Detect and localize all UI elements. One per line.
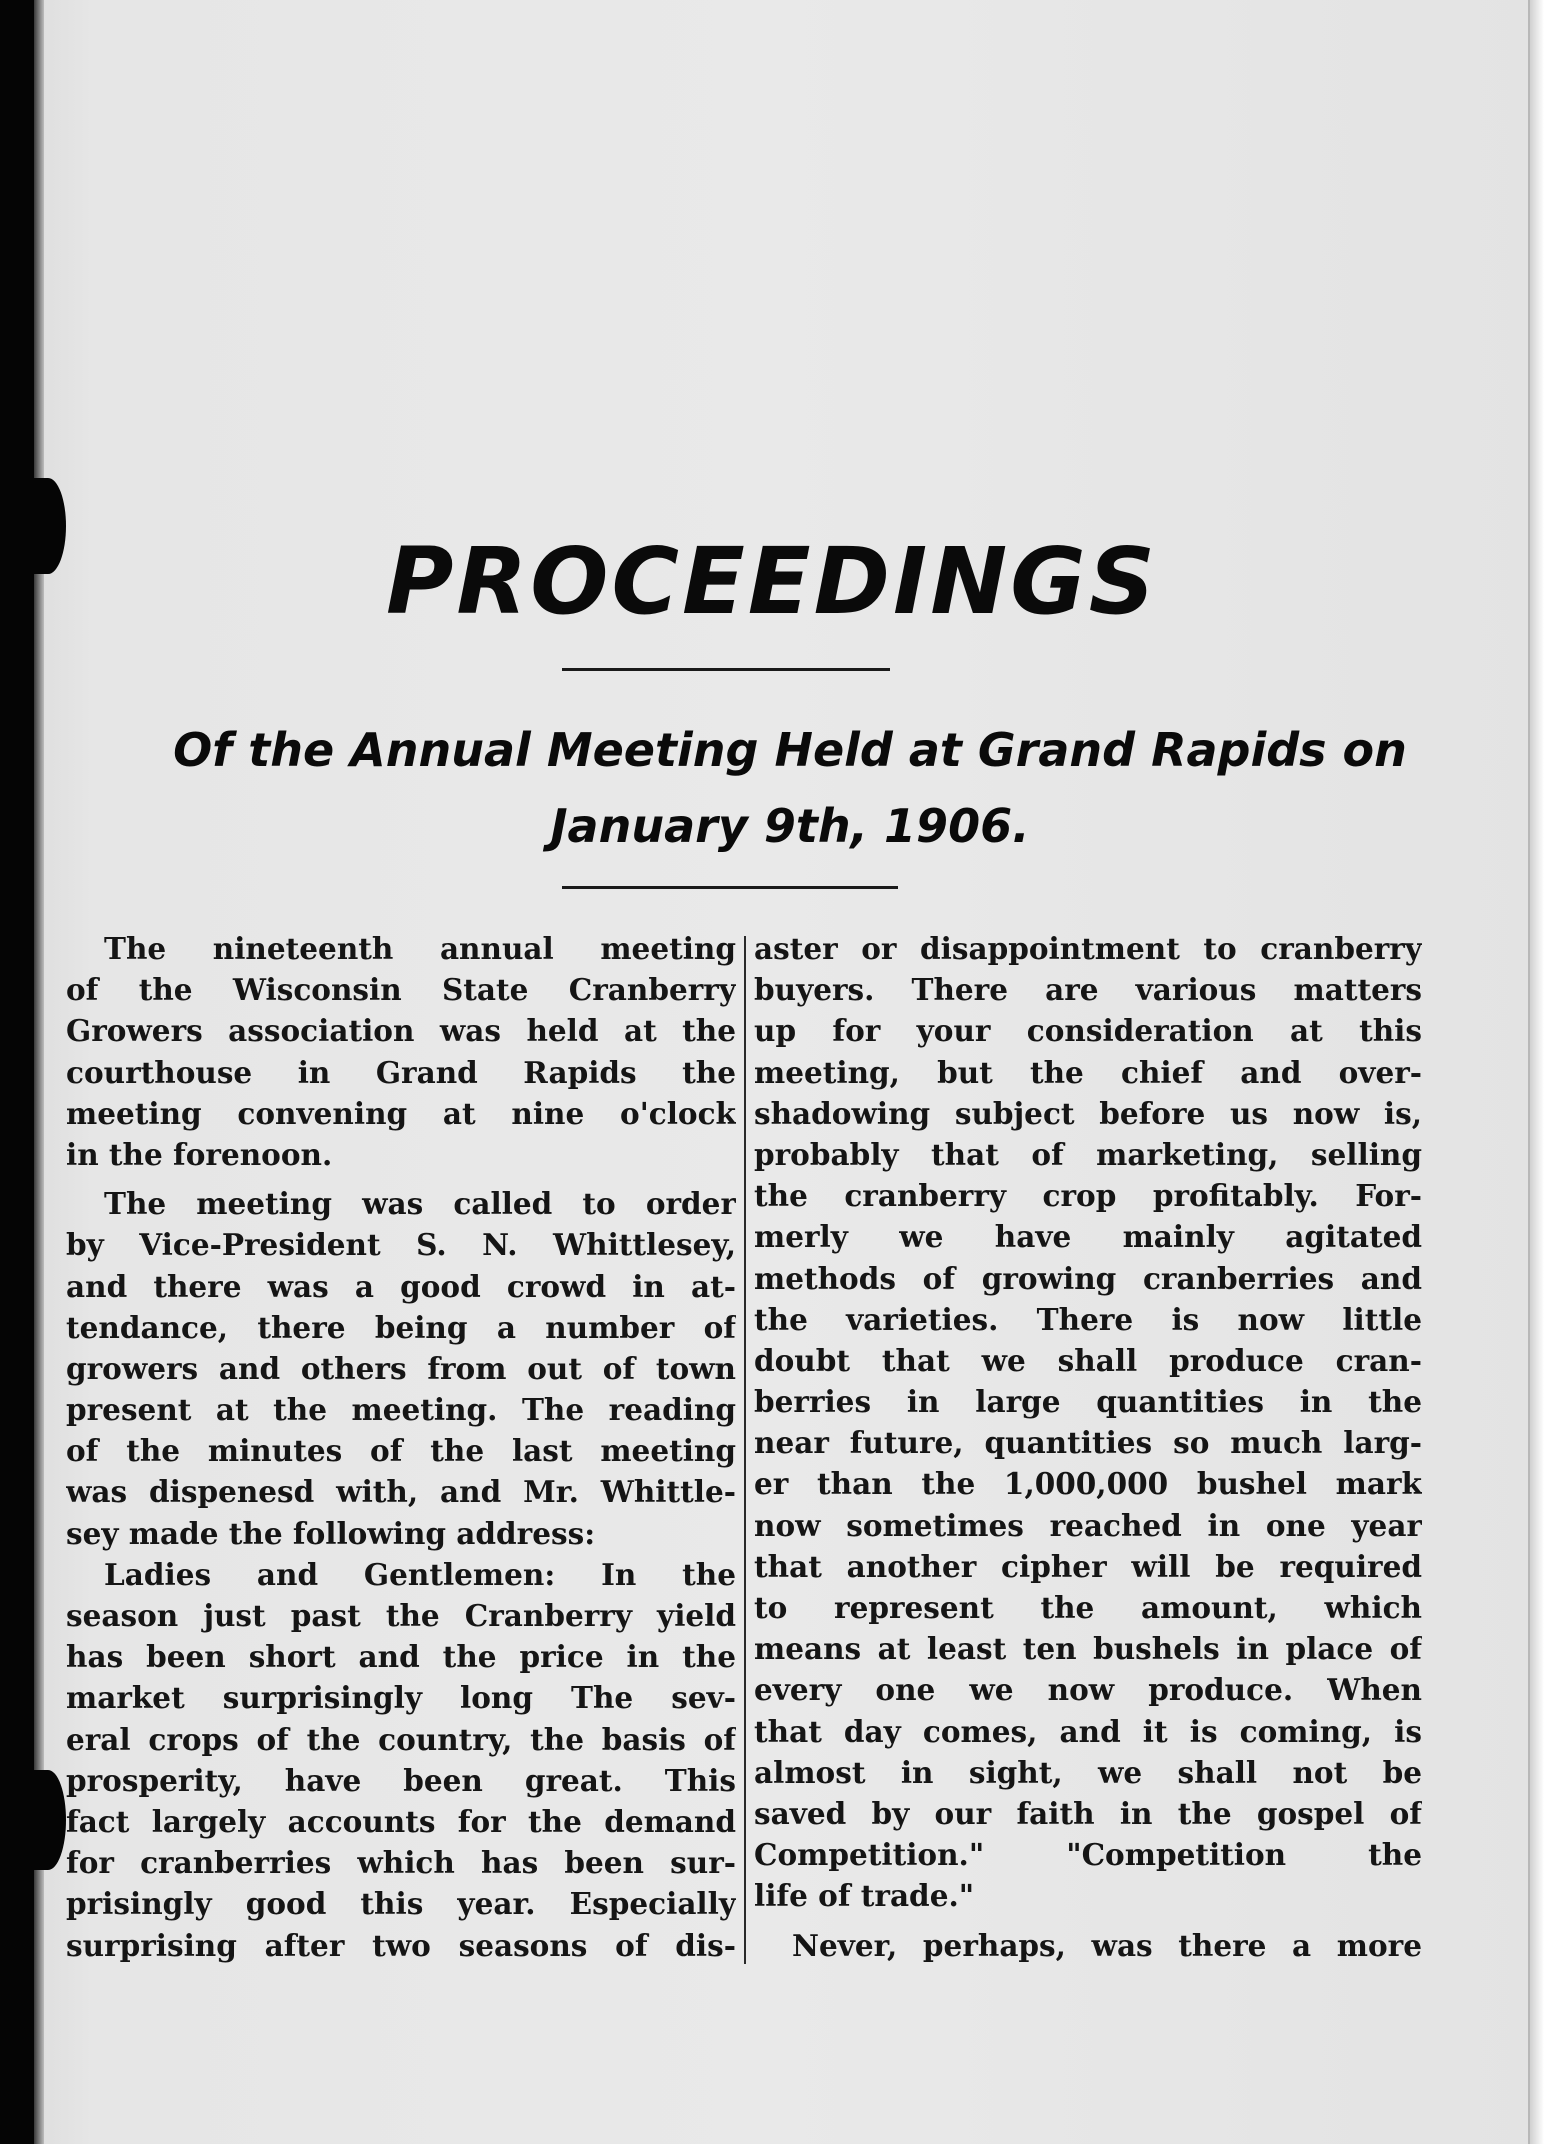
text-line: almost in sight, we shall not be [754, 1754, 1422, 1790]
text-line: eral crops of the country, the basis of [66, 1721, 736, 1757]
text-line: fact largely accounts for the demand [66, 1803, 736, 1839]
text-line: Growers association was held at the [66, 1013, 736, 1049]
text-line: probably that of marketing, selling [754, 1136, 1422, 1172]
text-line: means at least ten bushels in place of [754, 1631, 1422, 1667]
text-line: er than the 1,000,000 bushel mark [754, 1466, 1422, 1502]
left-column [66, 928, 736, 1966]
text-line: The meeting was called to order [104, 1186, 736, 1222]
text-line: in the forenoon. [66, 1136, 333, 1172]
text-line: market surprisingly long The sev- [66, 1680, 736, 1716]
text-line: Competition." "Competition the [754, 1837, 1422, 1873]
text-line: prosperity, have been great. This [66, 1762, 736, 1798]
page-title: PROCEEDINGS [385, 528, 1159, 635]
text-line: and there was a good crowd in at- [66, 1268, 736, 1304]
text-line: now sometimes reached in one year [754, 1507, 1422, 1543]
text-line: prisingly good this year. Especially [66, 1886, 736, 1922]
book-spine [0, 0, 34, 2144]
text-line: buyers. There are various matters [754, 972, 1422, 1008]
text-line: surprising after two seasons of dis- [66, 1927, 736, 1963]
text-line: has been short and the price in the [66, 1639, 736, 1675]
column-divider [744, 936, 746, 1964]
text-line: up for your consideration at this [754, 1013, 1422, 1049]
text-line: merly we have mainly agitated [754, 1219, 1422, 1255]
text-line: The nineteenth annual meeting [104, 931, 736, 966]
binding-hole-bottom [30, 1770, 66, 1870]
text-line: that day comes, and it is coming, is [754, 1713, 1422, 1749]
text-line: sey made the following address: [66, 1515, 596, 1551]
text-line: near future, quantities so much larg- [754, 1425, 1422, 1461]
text-line: tendance, there being a number of [66, 1309, 736, 1345]
text-line: that another cipher will be required [754, 1548, 1422, 1584]
text-line: the cranberry crop profitably. For- [754, 1178, 1422, 1214]
text-line: shadowing subject before us now is, [754, 1095, 1422, 1131]
text-line: by Vice-President S. N. Whittlesey, [66, 1227, 736, 1263]
text-line: was dispenesd with, and Mr. Whittle- [66, 1474, 736, 1510]
text-line: doubt that we shall produce cran- [754, 1342, 1422, 1378]
text-line: season just past the Cranberry yield [66, 1598, 736, 1633]
text-line: meeting, but the chief and over- [754, 1054, 1422, 1090]
text-line: saved by our faith in the gospel of [754, 1795, 1422, 1831]
subtitle [40, 712, 1540, 864]
text-line: aster or disappointment to cranberry [754, 931, 1422, 966]
text-line: life of trade." [754, 1878, 975, 1914]
text-line: of the Wisconsin State Cranberry [66, 972, 736, 1008]
title-rule [562, 668, 890, 671]
text-line: Ladies and Gentlemen: In the [104, 1556, 736, 1592]
text-line: growers and others from out of town [66, 1350, 736, 1386]
text-line: courthouse in Grand Rapids the [66, 1054, 736, 1090]
page-edge [1530, 0, 1544, 2144]
subtitle-line-1: Of the Annual Meeting Held at Grand Rapids on [173, 723, 1407, 777]
text-line: to represent the amount, which [754, 1590, 1422, 1625]
right-column [754, 928, 1422, 1966]
text-line: methods of growing cranberries and [754, 1260, 1422, 1296]
text-line: the varieties. There is now little [754, 1301, 1422, 1337]
text-line: of the minutes of the last meeting [66, 1433, 736, 1469]
text-line: present at the meeting. The reading [66, 1392, 736, 1428]
subtitle-rule [562, 886, 898, 889]
text-line: for cranberries which has been sur- [66, 1845, 736, 1881]
text-line: every one we now produce. When [754, 1672, 1422, 1708]
text-line: Never, perhaps, was there a more [792, 1927, 1422, 1963]
text-line: meeting convening at nine o'clock [66, 1095, 736, 1131]
text-line: berries in large quantities in the [754, 1384, 1422, 1420]
subtitle-line-2: January 9th, 1906. [550, 799, 1030, 853]
